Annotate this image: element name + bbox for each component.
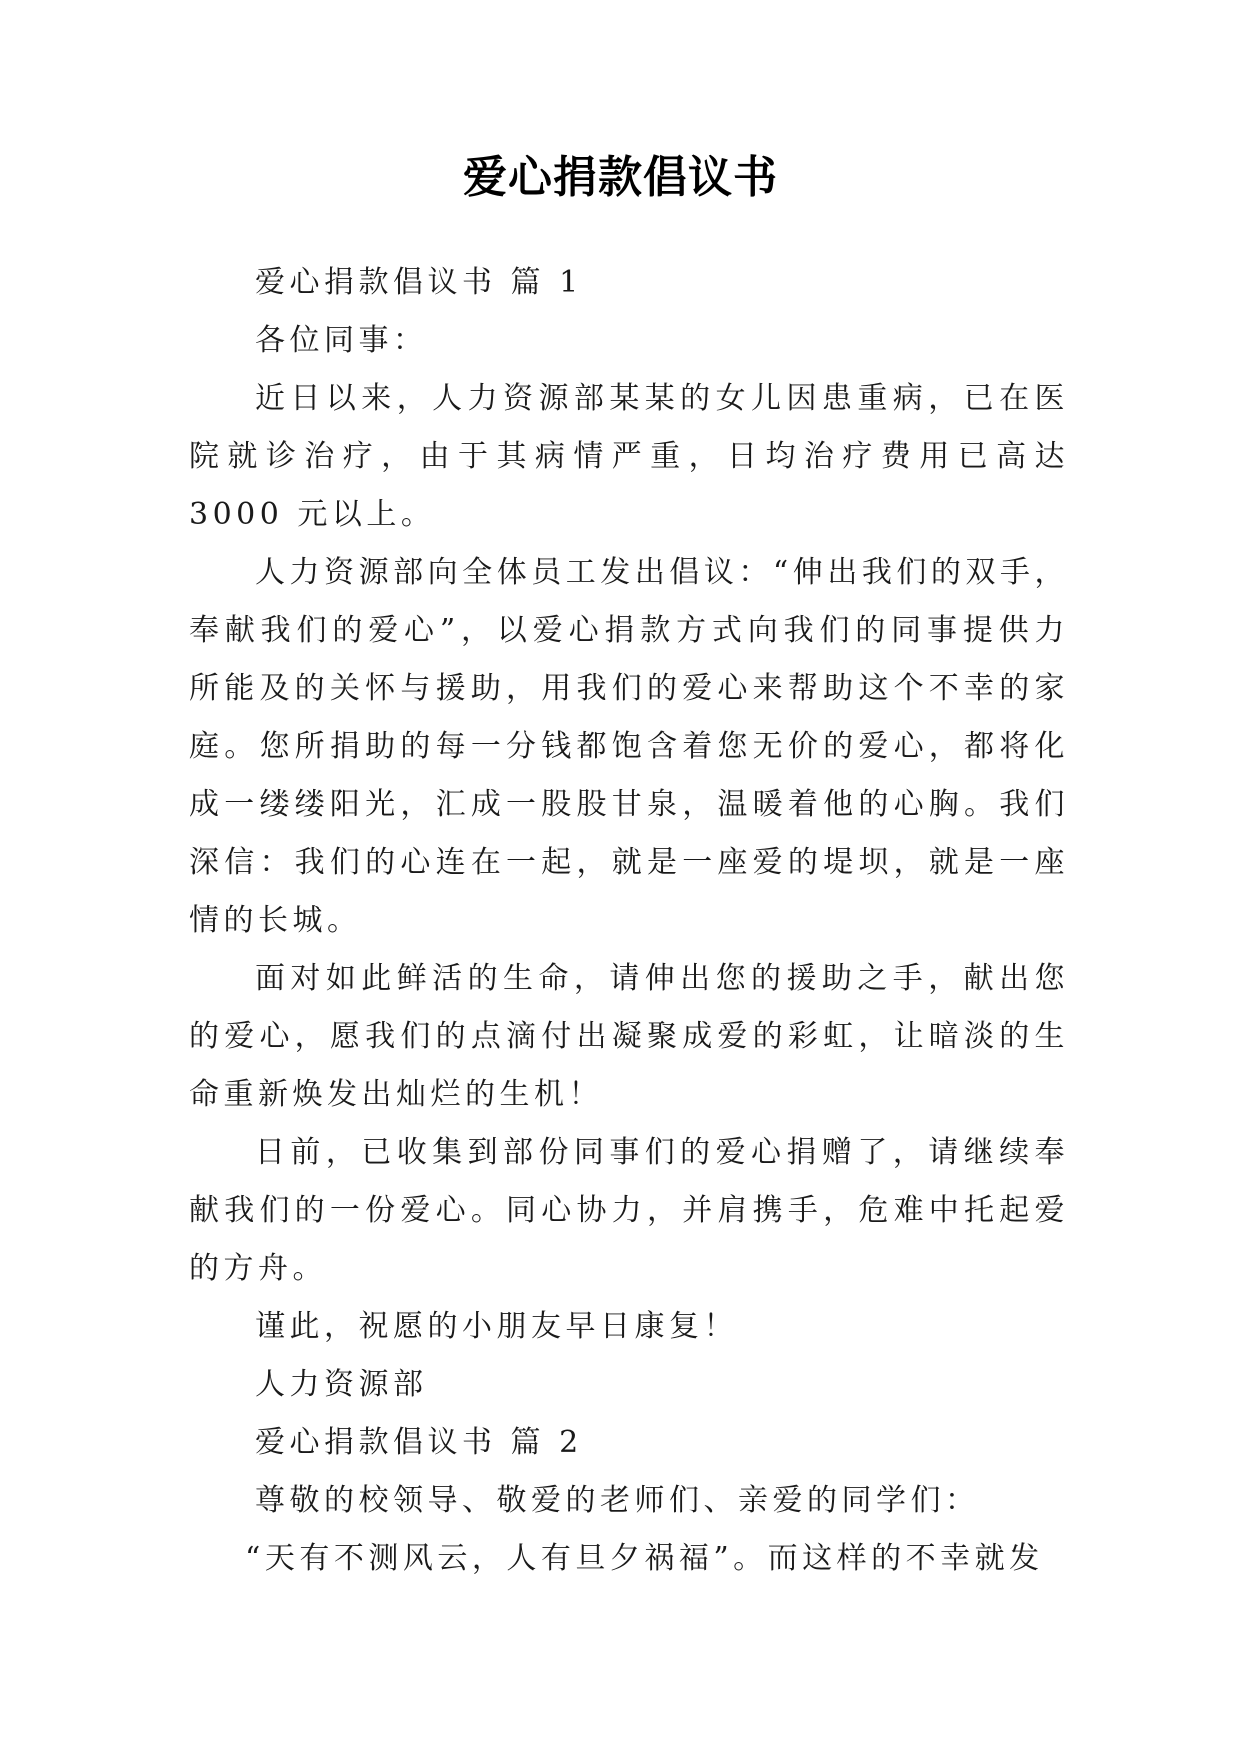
document-title: 爱心捐款倡议书	[463, 152, 778, 203]
salutation-2: 尊敬的校领导、敬爱的老师们、亲爱的同学们：	[255, 1483, 980, 1518]
salutation-1: 各位同事：	[255, 323, 428, 358]
section-heading-2: 爱心捐款倡议书 篇 2	[255, 1425, 583, 1460]
section-heading-1: 爱心捐款倡议书 篇 1	[255, 265, 583, 300]
paragraph-3: 面对如此鲜活的生命，请伸出您的援助之手，献出您的爱心，愿我们的点滴付出凝聚成爱的彩虹，让暗淡的生命重新焕发出灿烂的生机！	[189, 961, 1069, 1112]
paragraph-4: 日前，已收集到部份同事们的爱心捐赠了，请继续奉献我们的一份爱心。同心协力，并肩携手，危难中托起爱的方舟。	[189, 1135, 1069, 1286]
paragraph-5: “天有不测风云，人有旦夕祸福”。而这样的不幸就发	[245, 1541, 1044, 1576]
paragraph-1: 近日以来，人力资源部某某的女儿因患重病，已在医院就诊治疗，由于其病情严重，日均治疗费用已高达 3000 元以上。	[189, 381, 1069, 532]
paragraph-2: 人力资源部向全体员工发出倡议：“伸出我们的双手，奉献我们的爱心”，以爱心捐款方式向我们的同事提供力所能及的关怀与援助，用我们的爱心来帮助这个不幸的家庭。您所捐助的每一分钱都饱含着您无价的爱心，都将化成一缕缕阳光，汇成一股股甘泉，温暖着他的心胸。我们深信：我们的心连在一起，就是一座爱的堤坝，就是一座情的长城。	[189, 555, 1069, 938]
signature-department: 人力资源部	[255, 1367, 428, 1402]
document-body	[189, 254, 1069, 1588]
closing-wish: 谨此，祝愿的小朋友早日康复！	[255, 1309, 738, 1344]
